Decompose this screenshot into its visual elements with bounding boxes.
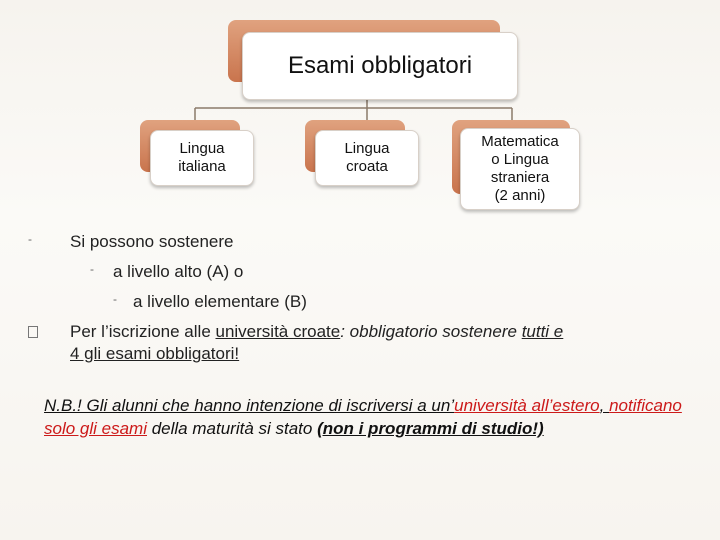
dash-bullet: -: [28, 232, 32, 246]
dash-bullet: -: [90, 262, 94, 276]
note-part6: (non i programmi di studio!): [317, 419, 544, 438]
bullet-level-basic: a livello elementare (B): [133, 292, 307, 311]
note-part3: ,: [599, 396, 610, 415]
enroll-mid: : obbligatorio sostenere: [340, 322, 522, 341]
square-bullet-icon: [28, 326, 38, 338]
bullet-enroll-line2: [70, 344, 239, 364]
org-chart: [0, 0, 720, 215]
enroll-link-text: università croate: [215, 322, 341, 341]
note-part4: notificano solo gli esami: [44, 396, 682, 438]
child-box-matematica: [452, 120, 592, 212]
enroll-line2: 4 gli esami obbligatori!: [70, 344, 240, 363]
bullet-enroll: [70, 322, 563, 342]
enroll-prefix: Per l’iscrizione alle: [70, 322, 216, 341]
child-box-italiano: [140, 120, 260, 190]
note-part2: università all’estero: [454, 396, 600, 415]
root-box: [228, 20, 518, 100]
child-label-italiana: Lingua italiana: [178, 140, 226, 175]
note-paragraph: [44, 394, 684, 440]
dash-bullet: -: [113, 292, 117, 306]
root-label: Esami obbligatori: [287, 52, 473, 79]
child-box-croata: [305, 120, 425, 190]
bullet-level-high: a livello alto (A) o: [113, 262, 244, 281]
note-part5: della maturità si stato: [147, 419, 318, 438]
child-label-croata: Lingua croata: [344, 140, 390, 175]
note-part1: N.B.! Gli alunni che hanno intenzione di iscriversi a un’: [44, 396, 455, 415]
bullet-intro: Si possono sostenere: [70, 232, 234, 251]
enroll-all: tutti e: [521, 322, 564, 341]
child-label-matematica: Matematica o Lingua straniera (2 anni): [481, 133, 559, 204]
